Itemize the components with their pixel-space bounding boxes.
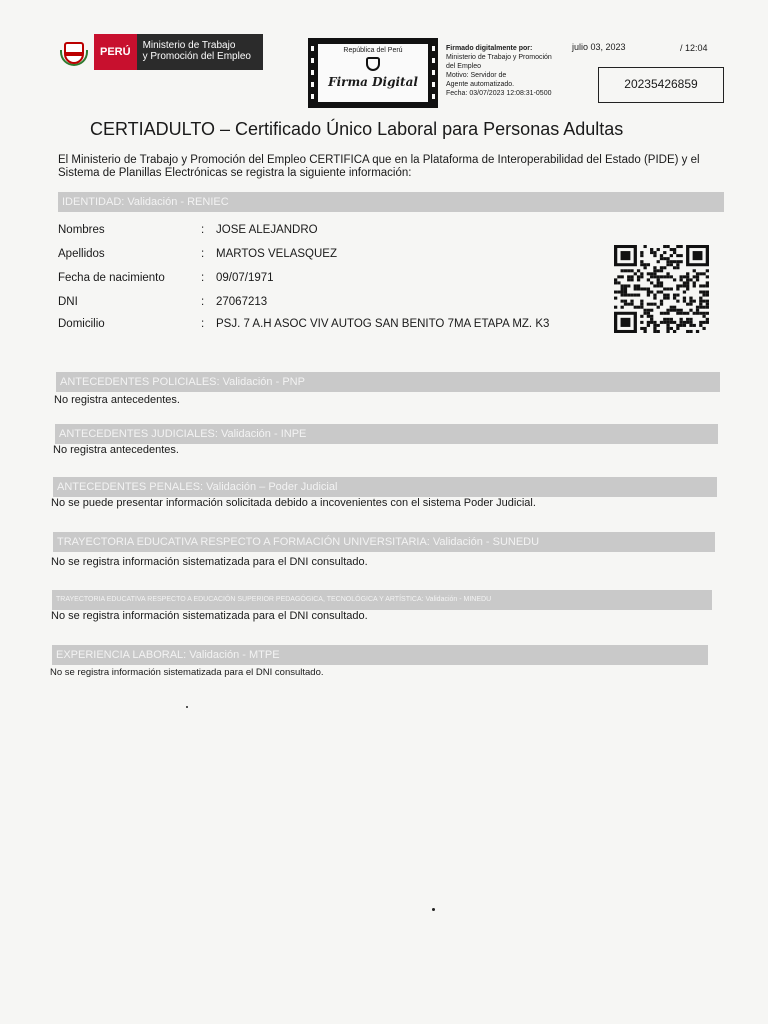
section-superior-message: No se registra información sistematizada para el DNI consultado.: [51, 610, 368, 622]
certificate-page: PERÚ Ministerio de Trabajo y Promoción del Empleo República del Perú Firma Digital Firmado digitalmente por: Ministerio de Trabajo y Promoción del Empleo Motivo: Servidor de Agente automatizado. Fecha: 03/07/2023 12:08:31-0500 julio 03, 2023 / 12:04 20235426859 CERTIADULTO – Certificado Único Laboral para Personas Adultas El Ministerio de Trabajo y Promoción del Empleo CERTIFICA que en la Plataforma de Interoperabilidad del Estado (PIDE) y el Sistema de Planillas Electrónicas se registra la siguiente información: IDENTIDAD: Validación - RENIEC Nombres : JOSE ALEJANDRO Apellidos : MARTOS VELASQUEZ Fecha de nacimiento : 09/07/1971 DNI : 27067213 Domicilio : PSJ. 7 A.H ASOC VIV AUTOG SAN BENITO 7MA ETAPA MZ. K3 ANTECEDENTES POLICIALES: Validación - PNP No registra antecedentes. ANTECEDENTES JUDICIALES: Validación - INPE No registra antecedentes. ANTECEDENTES PENALES: Validación – Poder Judicial No se puede presentar información solicitada debido a incovenientes con el sistema Poder Judicial. TRAYECTORIA EDUCATIVA RESPECTO A FORMACIÓN UNIVERSITARIA: Validación - SUNEDU No se registra información sistematizada para el DNI consultado. TRAYECTORIA EDUCATIVA RESPECTO A EDUCACIÓN SUPERIOR PEDAGÓGICA, TECNOLÓGICA Y ARTÍSTICA: Validación - MINEDU No se registra información sistematizada para el DNI consultado. EXPERIENCIA LABORAL: Validación - MTPE No se registra información sistematizada para el DNI consultado.: [0, 0, 768, 1024]
issue-time: / 12:04: [680, 43, 708, 53]
section-policiales-header: ANTECEDENTES POLICIALES: Validación - PNP: [56, 372, 720, 392]
qr-code-icon: [614, 245, 709, 333]
section-superior-header: TRAYECTORIA EDUCATIVA RESPECTO A EDUCACIÓN SUPERIOR PEDAGÓGICA, TECNOLÓGICA Y ARTÍSTICA: Validación - MINEDU: [52, 590, 712, 610]
section-laboral-message: No se registra información sistematizada para el DNI consultado.: [50, 667, 324, 678]
ministry-logo: [58, 34, 263, 70]
section-penales-message: No se puede presentar información solicitada debido a incovenientes con el sistema Poder Judicial.: [51, 497, 536, 509]
coat-of-arms-icon: [366, 57, 380, 71]
firma-republica: República del Perú: [343, 47, 403, 54]
firma-digital-stamp: [308, 38, 438, 108]
firma-digital-label: Firma Digital: [328, 75, 418, 89]
signature-info: Firmado digitalmente por: Ministerio de Trabajo y Promoción del Empleo Motivo: Servidor de Agente automatizado. Fecha: 03/07/2023 12:08:31-0500: [446, 45, 552, 97]
peru-label: PERÚ: [94, 34, 137, 70]
issue-date: julio 03, 2023: [572, 42, 626, 52]
document-title: CERTIADULTO – Certificado Único Laboral para Personas Adultas: [90, 119, 624, 139]
speck: [186, 706, 188, 708]
section-universitaria-header: TRAYECTORIA EDUCATIVA RESPECTO A FORMACIÓN UNIVERSITARIA: Validación - SUNEDU: [53, 532, 715, 552]
section-laboral-header: EXPERIENCIA LABORAL: Validación - MTPE: [52, 645, 708, 665]
section-judiciales-message: No registra antecedentes.: [53, 444, 179, 456]
section-identity-header: IDENTIDAD: Validación - RENIEC: [58, 192, 724, 212]
section-penales-header: ANTECEDENTES PENALES: Validación – Poder Judicial: [53, 477, 717, 497]
peru-coat-of-arms-icon: [58, 36, 90, 68]
certificate-code: 20235426859: [598, 67, 724, 103]
speck: [432, 908, 435, 911]
section-judiciales-header: ANTECEDENTES JUDICIALES: Validación - INPE: [55, 424, 718, 444]
ministry-name: Ministerio de Trabajo y Promoción del Empleo: [137, 34, 263, 70]
section-policiales-message: No registra antecedentes.: [54, 394, 180, 406]
section-universitaria-message: No se registra información sistematizada para el DNI consultado.: [51, 556, 368, 568]
intro-paragraph: El Ministerio de Trabajo y Promoción del Empleo CERTIFICA que en la Plataforma de Interoperabilidad del Estado (PIDE) y el Sistema de Planillas Electrónicas se registra la siguiente información:: [58, 154, 700, 179]
